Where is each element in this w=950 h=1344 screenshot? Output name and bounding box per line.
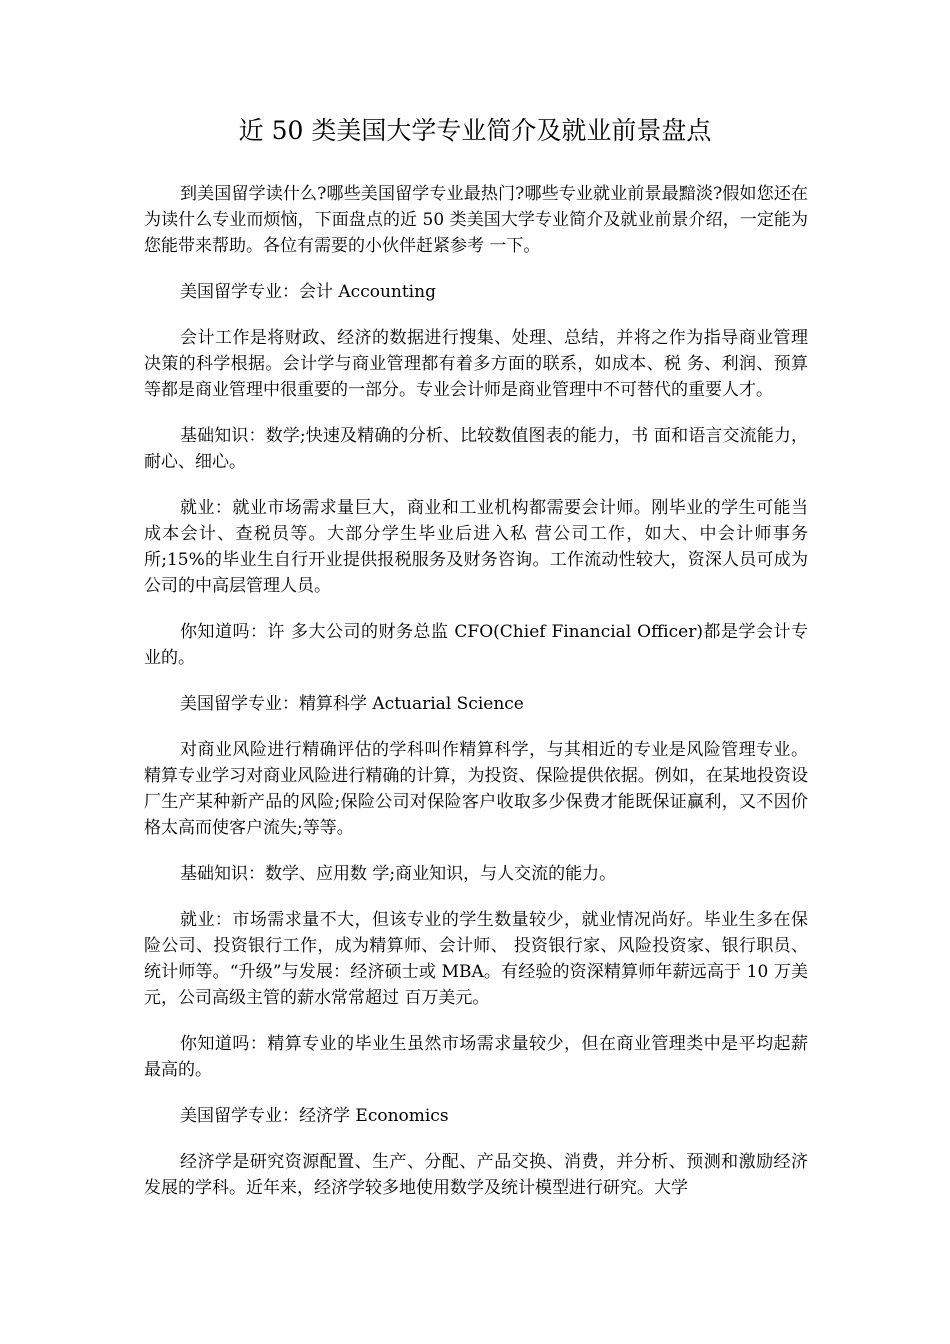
intro-paragraph: 到美国留学读什么?哪些美国留学专业最热门?哪些专业就业前景最黯淡?假如您还在为读什么专业而烦恼，下面盘点的近 50 类美国大学专业简介及就业前景介绍，一定能为您能带来帮助。各位有需要的小伙伴赶紧参考 一下。 — [144, 184, 808, 256]
section-heading-economics: 美国留学专业：经济学 Economics — [180, 1106, 449, 1126]
section-heading-actuarial: 美国留学专业：精算科学 Actuarial Science — [180, 694, 524, 714]
accounting-description: 会计工作是将财政、经济的数据进行搜集、处理、总结，并将之作为指导商业管理决策的科学根据。会计学与商业管理都有着多方面的联系，如成本、税 务、利润、预算等都是商业管理中很重要的一部分。专业会计师是商业管理中不可替代的重要人才。 — [144, 328, 808, 400]
accounting-basics: 基础知识：数学;快速及精确的分析、比较数值图表的能力，书 面和语言交流能力，耐心、细心。 — [144, 426, 808, 472]
document-body — [144, 181, 808, 1221]
accounting-did-you-know: 你知道吗：许 多大公司的财务总监 CFO(Chief Financial Officer)都是学会计专业的。 — [144, 622, 808, 668]
actuarial-description: 对商业风险进行精确评估的学科叫作精算科学，与其相近的专业是风险管理专业。精算专业学习对商业风险进行精确的计算，为投资、保险提供依据。例如，在某地投资设厂生产某种新产品的风险;保险公司对保险客户收取多少保费才能既保证赢利，又不因价格太高而使客户流失;等等。 — [144, 740, 808, 838]
accounting-employment: 就业：就业市场需求量巨大，商业和工业机构都需要会计师。刚毕业的学生可能当成本会计、查税员等。大部分学生毕业后进入私 营公司工作，如大、中会计师事务所;15%的毕业生自行开业提供报税服务及财务咨询。工作流动性较大，资深人员可成为公司的中高层管理人员。 — [144, 498, 808, 596]
economics-description: 经济学是研究资源配置、生产、分配、产品交换、消费，并分析、预测和激励经济发展的学科。近年来，经济学较多地使用数学及统计模型进行研究。大学 — [144, 1152, 808, 1198]
actuarial-basics: 基础知识：数学、应用数 学;商业知识，与人交流的能力。 — [180, 864, 617, 884]
actuarial-did-you-know: 你知道吗：精算专业的毕业生虽然市场需求量较少，但在商业管理类中是平均起薪最高的。 — [144, 1034, 808, 1080]
section-heading-accounting: 美国留学专业：会计 Accounting — [180, 282, 436, 302]
document-title: 近 50 类美国大学专业简介及就业前景盘点 — [238, 116, 712, 145]
actuarial-employment: 就业：市场需求量不大，但该专业的学生数量较少，就业情况尚好。毕业生多在保险公司、投资银行工作，成为精算师、会计师、 投资银行家、风险投资家、银行职员、统计师等。“升级”与发展：经济硕士或 MBA。有经验的资深精算师年薪远高于 10 万美元，公司高级主管的薪水常常超过 百万美元。 — [144, 910, 808, 1008]
